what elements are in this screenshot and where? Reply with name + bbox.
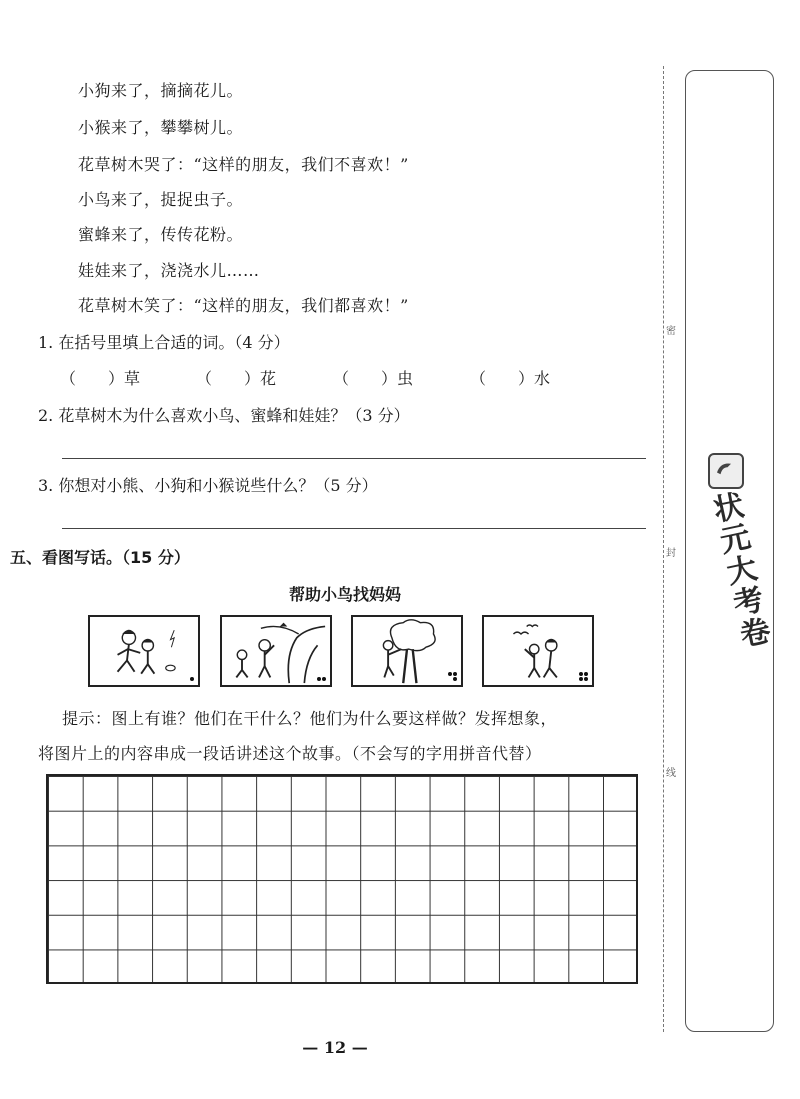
poem-line-1: 小狗来了，摘摘花儿。 [78, 81, 244, 100]
question-1: 1. 在括号里填上合适的词。（4 分） [38, 333, 290, 352]
poem-line-5: 蜜蜂来了，传传花粉。 [78, 225, 244, 244]
seal-char-feng: 封 [666, 548, 676, 559]
picture-panel-1 [88, 615, 200, 687]
panel-number-dots [184, 677, 194, 681]
poem-line-6: 娃娃来了，浇浇水儿…… [78, 261, 260, 280]
section-5-title: 五、看图写话。（15 分） [10, 548, 190, 567]
poem-line-4: 小鸟来了，捉捉虫子。 [78, 190, 244, 209]
seal-char-mi: 密 [666, 326, 676, 337]
answer-line-q3[interactable] [62, 528, 646, 529]
brand-title: 状元大考卷 [704, 489, 773, 653]
poem-line-2: 小猴来了，攀攀树儿。 [78, 118, 244, 137]
fill-blank-3[interactable]: （ ）虫 [333, 369, 414, 388]
seal-char-xian: 线 [666, 768, 676, 779]
writing-grid[interactable] [46, 774, 638, 984]
picture-panel-3 [351, 615, 463, 687]
brand-logo-icon [708, 453, 744, 489]
answer-line-q2[interactable] [62, 458, 646, 459]
panel-number-dots [316, 677, 326, 681]
poem-line-7: 花草树木笑了：“这样的朋友，我们都喜欢！” [78, 296, 409, 315]
children-at-tree-illustration [222, 617, 330, 685]
panel-number-dots [578, 672, 588, 681]
binding-dashed-line [663, 66, 664, 1032]
sidebar-panel [685, 70, 774, 1032]
story-title: 帮助小鸟找妈妈 [288, 585, 401, 604]
fill-blank-1[interactable]: （ ）草 [60, 369, 141, 388]
poem-line-3: 花草树木哭了：“这样的朋友，我们不喜欢！” [78, 155, 409, 174]
picture-panel-2 [220, 615, 332, 687]
children-waving-birds-illustration [484, 617, 592, 685]
fill-blank-4[interactable]: （ ）水 [470, 369, 551, 388]
picture-panel-4 [482, 615, 594, 687]
child-climbing-tree-illustration [353, 617, 461, 685]
hint-line-2: 将图片上的内容串成一段话讲述这个故事。（不会写的字用拼音代替） [38, 744, 542, 763]
fill-blank-2[interactable]: （ ）花 [196, 369, 277, 388]
panel-number-dots [447, 672, 457, 681]
page-number: — 12 — [302, 1038, 368, 1057]
question-2: 2. 花草树木为什么喜欢小鸟、蜜蜂和娃娃？（3 分） [38, 406, 410, 425]
hint-line-1: 提示：图上有谁？他们在干什么？他们为什么要这样做？发挥想象， [62, 709, 558, 728]
question-3: 3. 你想对小熊、小狗和小猴说些什么？（5 分） [38, 476, 378, 495]
children-running-illustration [90, 617, 198, 685]
